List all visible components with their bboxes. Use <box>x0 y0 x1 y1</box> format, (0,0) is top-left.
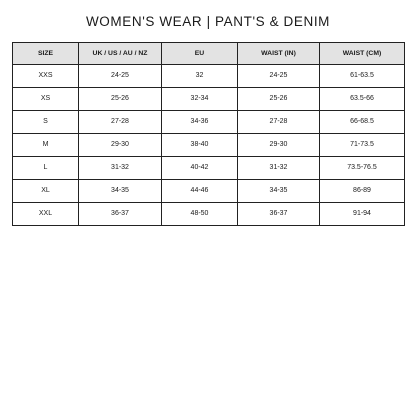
cell-eu: 34-36 <box>162 111 238 134</box>
column-header-waist-in: WAIST (IN) <box>238 43 320 65</box>
column-header-uk-us-au-nz: UK / US / AU / NZ <box>79 43 162 65</box>
cell-eu: 38-40 <box>162 134 238 157</box>
cell-waist-in: 29-30 <box>238 134 320 157</box>
table-row <box>13 111 405 134</box>
cell-waist-in: 27-28 <box>238 111 320 134</box>
cell-waist-cm: 63.5-66 <box>320 88 405 111</box>
cell-eu: 44-46 <box>162 180 238 203</box>
cell-waist-cm: 91-94 <box>320 203 405 226</box>
cell-eu: 40-42 <box>162 157 238 180</box>
table-row <box>13 203 405 226</box>
cell-size: XL <box>13 180 79 203</box>
cell-size: XXS <box>13 65 79 88</box>
table-row <box>13 65 405 88</box>
cell-uk-us-au-nz: 31-32 <box>79 157 162 180</box>
cell-waist-cm: 73.5-76.5 <box>320 157 405 180</box>
cell-uk-us-au-nz: 25-26 <box>79 88 162 111</box>
cell-size: S <box>13 111 79 134</box>
cell-uk-us-au-nz: 29-30 <box>79 134 162 157</box>
cell-size: L <box>13 157 79 180</box>
cell-eu: 48-50 <box>162 203 238 226</box>
cell-uk-us-au-nz: 34-35 <box>79 180 162 203</box>
cell-eu: 32-34 <box>162 88 238 111</box>
column-header-waist-cm: WAIST (CM) <box>320 43 405 65</box>
cell-waist-in: 34-35 <box>238 180 320 203</box>
cell-uk-us-au-nz: 27-28 <box>79 111 162 134</box>
table-row <box>13 88 405 111</box>
cell-size: XXL <box>13 203 79 226</box>
cell-waist-in: 25-26 <box>238 88 320 111</box>
cell-waist-in: 31-32 <box>238 157 320 180</box>
cell-waist-cm: 61-63.5 <box>320 65 405 88</box>
cell-size: XS <box>13 88 79 111</box>
cell-eu: 32 <box>162 65 238 88</box>
cell-waist-in: 24-25 <box>238 65 320 88</box>
size-chart-table <box>12 42 405 226</box>
cell-waist-cm: 86-89 <box>320 180 405 203</box>
cell-size: M <box>13 134 79 157</box>
table-row <box>13 134 405 157</box>
page-title: WOMEN'S WEAR | PANT'S & DENIM <box>85 14 331 29</box>
cell-uk-us-au-nz: 24-25 <box>79 65 162 88</box>
table-row <box>13 157 405 180</box>
cell-waist-cm: 71-73.5 <box>320 134 405 157</box>
cell-waist-cm: 66-68.5 <box>320 111 405 134</box>
cell-uk-us-au-nz: 36-37 <box>79 203 162 226</box>
cell-waist-in: 36-37 <box>238 203 320 226</box>
column-header-eu: EU <box>162 43 238 65</box>
table-header-row <box>13 43 405 65</box>
column-header-size: SIZE <box>13 43 79 65</box>
table-row <box>13 180 405 203</box>
